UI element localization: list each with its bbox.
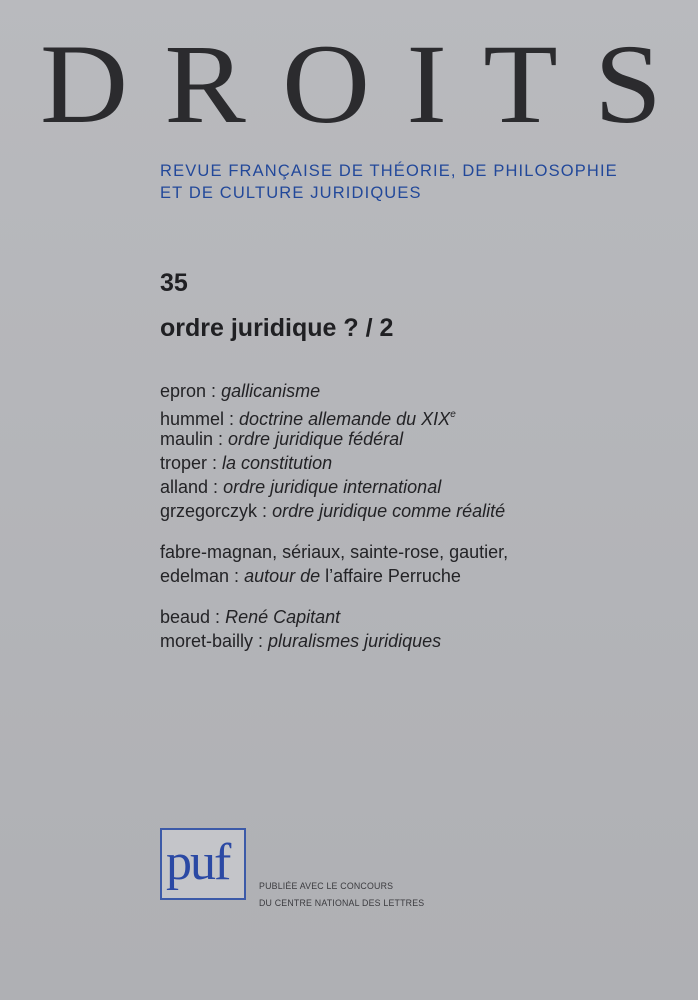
puf-logo-text: puf [166,834,230,891]
title-letter-o: O [282,21,371,148]
contents-topic: René Capitant [225,607,341,627]
table-of-contents [160,379,630,653]
title-letter-t: T [483,21,558,148]
contents-author: edelman : [160,566,240,586]
contents-topic-italic: autour de [244,566,321,586]
contents-author: epron : [160,381,217,401]
contents-author: hummel : [160,409,235,429]
subtitle-line-1: REVUE FRANÇAISE DE THÉORIE, DE PHILOSOPHIE [160,162,618,180]
contents-author: grzegorczyk : [160,501,268,521]
contents-topic: doctrine allemande du XIX [239,409,451,429]
publisher-note-line-1: PUBLIÉE AVEC LE CONCOURS [259,881,394,891]
journal-subtitle [160,160,660,204]
title-letter-i: I [406,21,448,148]
contents-topic: ordre juridique fédéral [228,429,404,449]
contents-author: maulin : [160,429,224,449]
contents-author: troper : [160,453,218,473]
contents-topic: la constitution [222,453,333,473]
superscript-e: e [450,409,456,420]
contents-line-alland [160,475,630,499]
contents-spacer [160,523,630,540]
contents-topic-roman: l’affaire Perruche [325,566,461,586]
contents-line-edelman [160,564,630,588]
publisher-note-line-2: DU CENTRE NATIONAL DES LETTRES [259,898,425,908]
contents-line-maulin [160,427,630,451]
contents-topic: pluralismes juridiques [268,631,442,651]
journal-title [40,21,662,148]
publisher-note [259,878,479,912]
title-letter-r: R [164,21,246,148]
contents-author: moret-bailly : [160,631,264,651]
contents-topic: ordre juridique international [223,477,442,497]
contents-line-epron [160,379,630,403]
contents-spacer [160,588,630,605]
contents-line-beaud [160,605,630,629]
title-letter-s: S [594,21,662,148]
puf-logo [160,828,246,900]
issue-number: 35 [160,269,188,297]
title-letter-d: D [40,21,129,148]
contents-topic: gallicanisme [221,381,321,401]
contents-author: alland : [160,477,219,497]
contents-author: beaud : [160,607,221,627]
issue-title: ordre juridique ? / 2 [160,314,394,342]
contents-line-hummel [160,403,630,427]
contents-line-authors-group: fabre-magnan, sériaux, sainte-rose, gautier, [160,542,509,562]
contents-line-grzegorczyk [160,499,630,523]
contents-line-moret-bailly [160,629,630,653]
contents-topic: ordre juridique comme réalité [272,501,506,521]
contents-line-troper [160,451,630,475]
subtitle-line-2: ET DE CULTURE JURIDIQUES [160,184,422,202]
